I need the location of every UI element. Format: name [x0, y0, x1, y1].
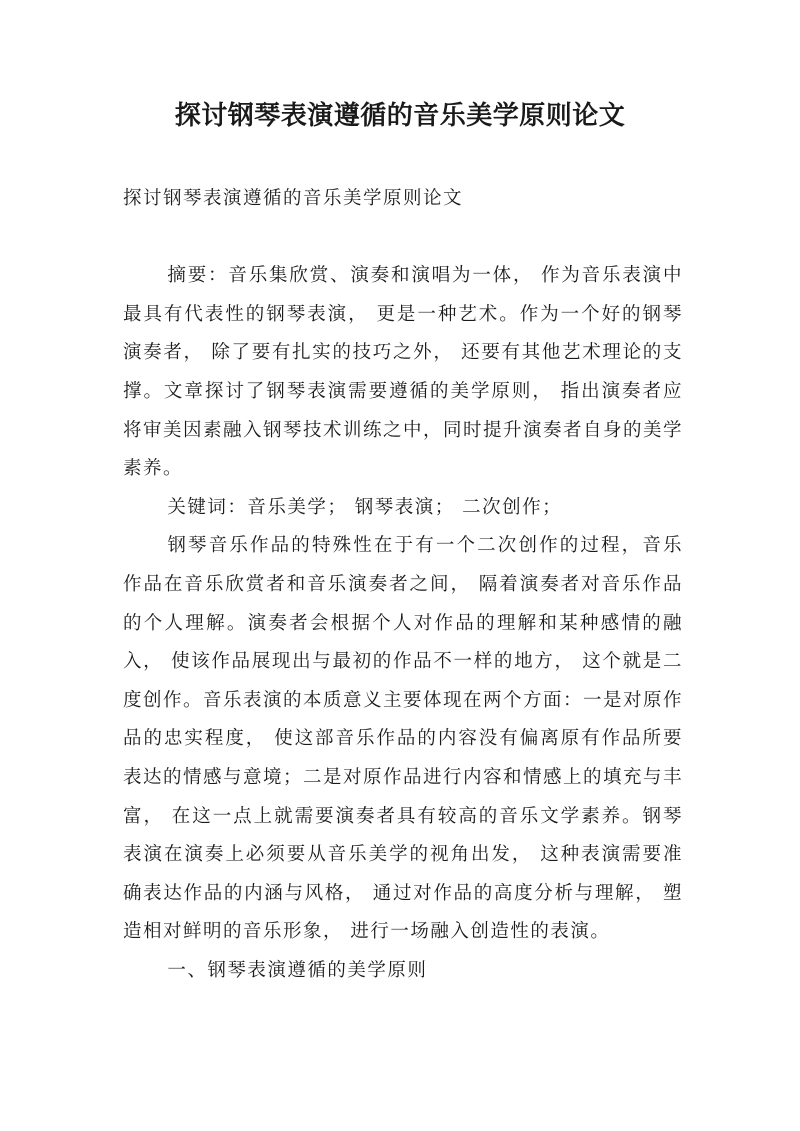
- section-heading: 一、钢琴表演遵循的美学原则: [167, 959, 428, 981]
- abstract-paragraph: 摘要：音乐集欣赏、演奏和演唱为一体， 作为音乐表演中最具有代表性的钢琴表演， 更是一种艺术。作为一个好的钢琴演奏者， 除了要有扎实的技巧之外， 还要有其他艺术理论的支撑。文章探讨了钢琴表演需要遵循的美学原则， 指出演奏者应将审美因素融入钢琴技术训练之中，同时提升演奏者自身的美学素养。: [123, 265, 684, 480]
- body-paragraph: 钢琴音乐作品的特殊性在于有一个二次创作的过程，音乐作品在音乐欣赏者和音乐演奏者之间， 隔着演奏者对音乐作品的个人理解。演奏者会根据个人对作品的理解和某种感情的融入， 使该作品展现出与最初的作品不一样的地方， 这个就是二度创作。音乐表演的本质意义主要体现在两个方面：一是对原作品的忠实程度， 使这部音乐作品的内容没有偏离原有作品所要表达的情感与意境；二是对原作品进行内容和情感上的填充与丰富， 在这一点上就需要演奏者具有较高的音乐文学素养。钢琴表演在演奏上必须要从音乐美学的视角出发， 这种表演需要准确表达作品的内涵与风格， 通过对作品的高度分析与理解， 塑造相对鲜明的音乐形象， 进行一场融入创造性的表演。: [123, 535, 684, 943]
- document-title: 探讨钢琴表演遵循的音乐美学原则论文: [174, 101, 626, 131]
- keywords-line: 关键词：音乐美学； 钢琴表演； 二次创作；: [167, 496, 563, 518]
- document-subtitle: 探讨钢琴表演遵循的音乐美学原则论文: [123, 188, 464, 209]
- document-body: [123, 180, 683, 990]
